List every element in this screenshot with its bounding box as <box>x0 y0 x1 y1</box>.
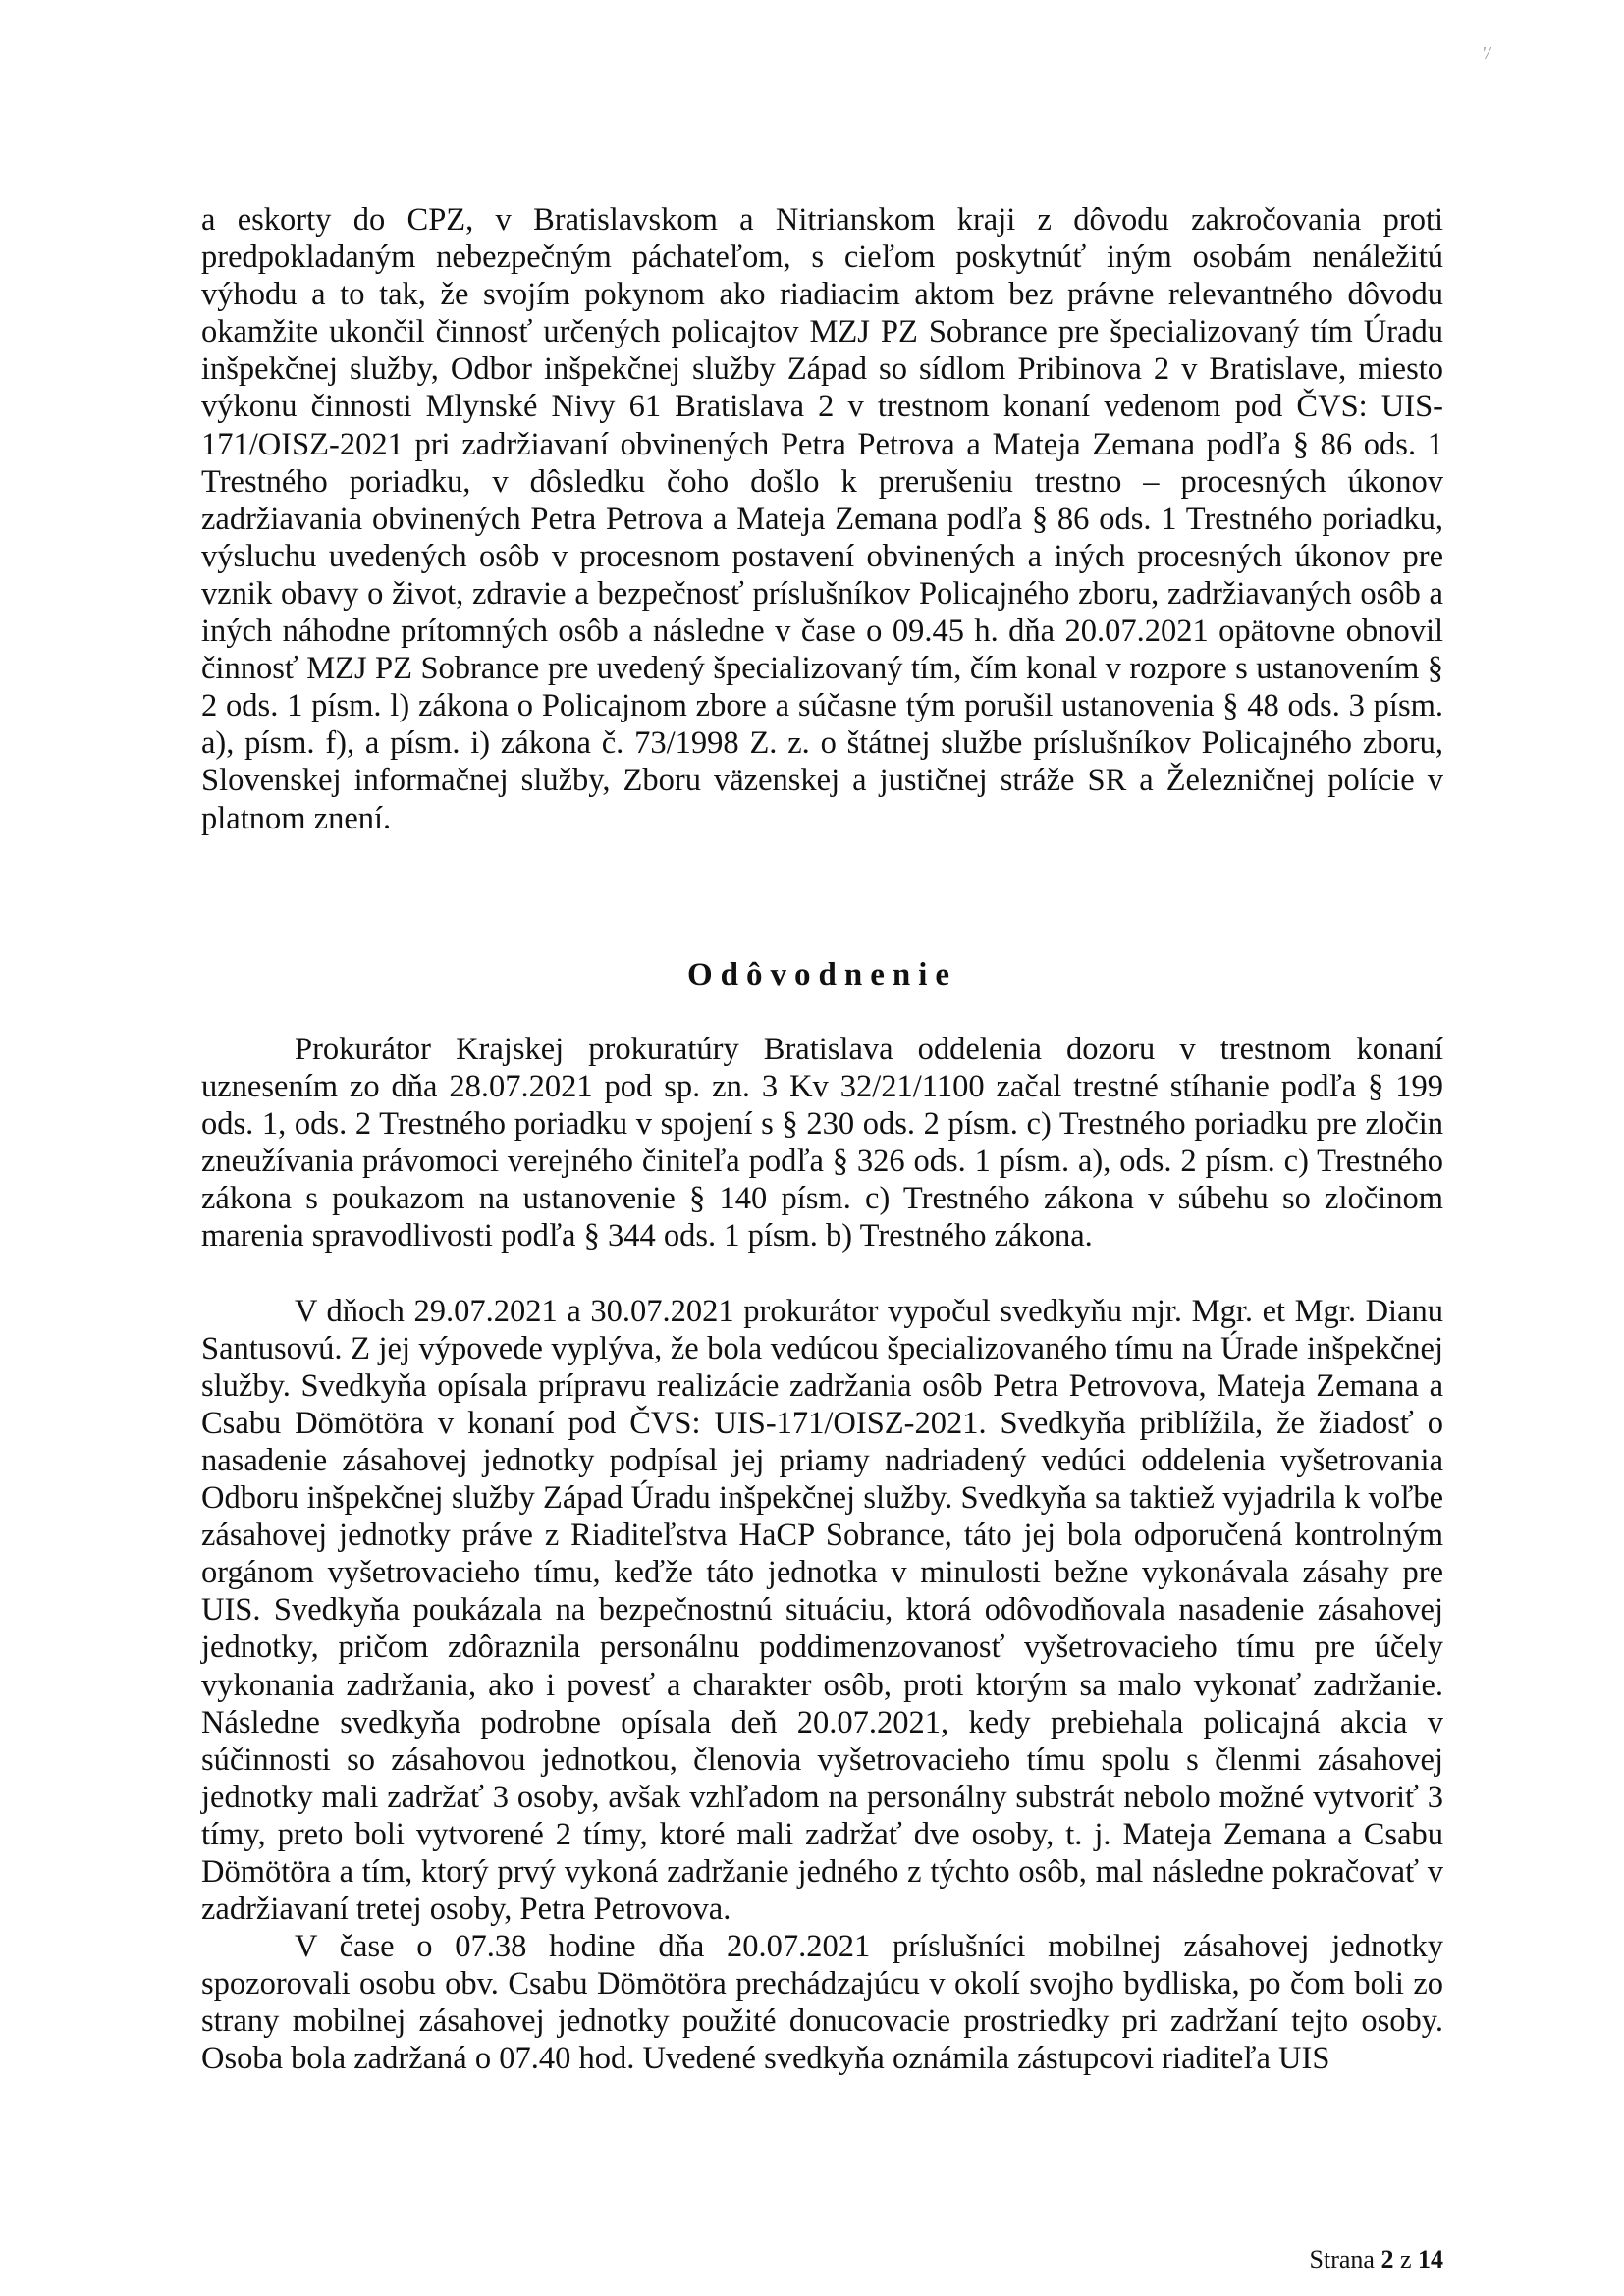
page-number-total: 14 <box>1418 2245 1443 2273</box>
page-number <box>1310 2245 1443 2274</box>
corner-mark: '/ <box>1482 43 1490 63</box>
section-heading: Odôvodnenie <box>686 957 958 992</box>
page-number-label: Strana <box>1309 2245 1375 2273</box>
continuation-block <box>201 201 1443 837</box>
reasoning-paragraph: Prokurátor Krajskej prokuratúry Bratislava oddelenia dozoru v trestnom konaní uznesením zo dňa 28.07.2021 pod sp. zn. 3 Kv 32/21/1100 začal trestné stíhanie podľa § 199 ods. 1, ods. 2 Trestného poriadku v spojení s § 230 ods. 2 písm. c) Trestného poriadku pre zločin zneužívania právomoci verejného činiteľa podľa § 326 ods. 1 písm. a), ods. 2 písm. c) Trestného zákona s poukazom na ustanovenie § 140 písm. c) Trestného zákona v súbehu so zločinom marenia spravodlivosti podľa § 344 ods. 1 písm. b) Trestného zákona. <box>201 1032 1443 1255</box>
page-number-separator: z <box>1399 2245 1412 2273</box>
reasoning-paragraph: V dňoch 29.07.2021 a 30.07.2021 prokurátor vypočul svedkyňu mjr. Mgr. et Mgr. Dianu Santusovú. Z jej výpovede vyplýva, že bola vedúcou špecializovaného tímu na Úrade inšpekčnej služby. Svedkyňa opísala prípravu realizácie zadržania osôb Petra Petrovova, Mateja Zemana a Csabu Dömötöra v konaní pod ČVS: UIS-171/OISZ-2021. Svedkyňa priblížila, že žiadosť o nasadenie zásahovej jednotky podpísal jej priamy nadriadený vedúci oddelenia vyšetrovania Odboru inšpekčnej služby Západ Úradu inšpekčnej služby. Svedkyňa sa taktiež vyjadrila k voľbe zásahovej jednotky práve z Riaditeľstva HaCP Sobrance, táto jej bola odporučená kontrolným orgánom vyšetrovacieho tímu, keďže táto jednotka v minulosti bežne vykonávala zásahy pre UIS. Svedkyňa poukázala na bezpečnostnú situáciu, ktorá odôvodňovala nasadenie zásahovej jednotky, pričom zdôraznila personálnu poddimenzovanosť vyšetrovacieho tímu pre účely vykonania zadržania, ako i povesť a charakter osôb, proti ktorým sa malo vykonať zadržanie. Následne svedkyňa podrobne opísala deň 20.07.2021, kedy prebiehala policajná akcia v súčinnosti so zásahovou jednotkou, členovia vyšetrovacieho tímu spolu s členmi zásahovej jednotky mali zadržať 3 osoby, avšak vzhľadom na personálny substrát nebolo možné vytvoriť 3 tímy, preto boli vytvorené 2 tímy, ktoré mali zadržať dve osoby, t. j. Mateja Zemana a Csabu Dömötöra a tím, ktorý prvý vykoná zadržanie jedného z týchto osôb, mal následne pokračovať v zadržiavaní tretej osoby, Petra Petrovova. <box>201 1293 1443 1928</box>
continuation-paragraph: a eskorty do CPZ, v Bratislavskom a Nitrianskom kraji z dôvodu zakročovania proti predpokladaným nebezpečným páchateľom, s cieľom poskytnúť iným osobám nenáležitú výhodu a to tak, že svojím pokynom ako riadiacim aktom bez právne relevantného dôvodu okamžite ukončil činnosť určených policajtov MZJ PZ Sobrance pre špecializovaný tím Úradu inšpekčnej služby, Odbor inšpekčnej služby Západ so sídlom Pribinova 2 v Bratislave, miesto výkonu činnosti Mlynské Nivy 61 Bratislava 2 v trestnom konaní vedenom pod ČVS: UIS-171/OISZ-2021 pri zadržiavaní obvinených Petra Petrova a Mateja Zemana podľa § 86 ods. 1 Trestného poriadku, v dôsledku čoho došlo k prerušeniu trestno – procesných úkonov zadržiavania obvinených Petra Petrova a Mateja Zemana podľa § 86 ods. 1 Trestného poriadku, výsluchu uvedených osôb v procesnom postavení obvinených a iných procesných úkonov pre vznik obavy o život, zdravie a bezpečnosť príslušníkov Policajného zboru, zadržiavaných osôb a iných náhodne prítomných osôb a následne v čase o 09.45 h. dňa 20.07.2021 opätovne obnovil činnosť MZJ PZ Sobrance pre uvedený špecializovaný tím, čím konal v rozpore s ustanovením § 2 ods. 1 písm. l) zákona o Policajnom zbore a súčasne tým porušil ustanovenia § 48 ods. 3 písm. a), písm. f), a písm. i) zákona č. 73/1998 Z. z. o štátnej službe príslušníkov Policajného zboru, Slovenskej informačnej služby, Zboru väzenskej a justičnej stráže SR a Železničnej polície v platnom znení. <box>201 202 1443 836</box>
reasoning-paragraph: V čase o 07.38 hodine dňa 20.07.2021 príslušníci mobilnej zásahovej jednotky spozorovali osobu obv. Csabu Dömötöra prechádzajúcu v okolí svojho bydliska, po čom boli zo strany mobilnej zásahovej jednotky použité donucovacie prostriedky pri zadržaní tejto osoby. Osoba bola zadržaná o 07.40 hod. Uvedené svedkyňa oznámila zástupcovi riaditeľa UIS <box>201 1929 1443 2077</box>
reasoning-block <box>201 1031 1443 2078</box>
page-number-current: 2 <box>1380 2245 1394 2273</box>
